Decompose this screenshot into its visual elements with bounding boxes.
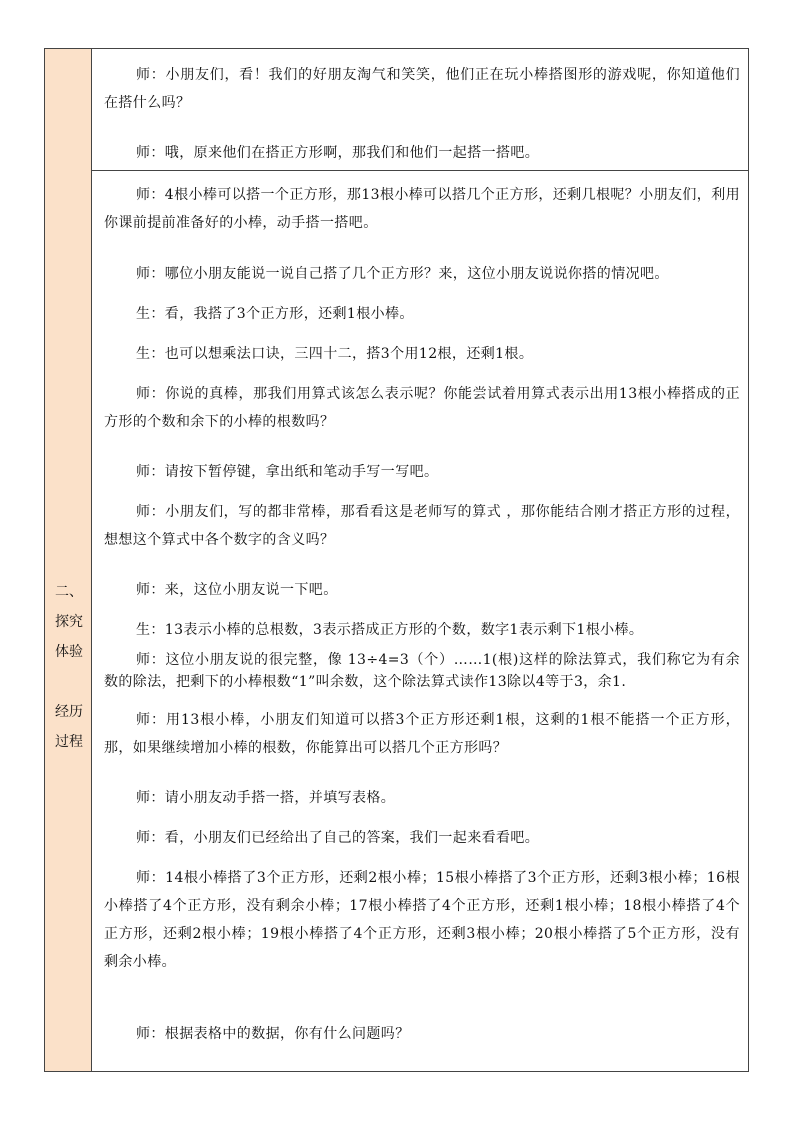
paragraph: 师：根据表格中的数据，你有什么问题吗？ bbox=[136, 1026, 410, 1042]
table-row-intro bbox=[45, 49, 748, 171]
paragraph: 师：小朋友们，看！我们的好朋友淘气和笑笑，他们正在玩小棒搭图形的游戏呢，你知道他们在搭什么吗？ bbox=[104, 67, 740, 111]
paragraph: 师：哦，原来他们在搭正方形啊，那我们和他们一起搭一搭吧。 bbox=[136, 145, 540, 161]
content-cell bbox=[92, 49, 748, 170]
section-label-cell bbox=[45, 170, 92, 1071]
table-row-explore bbox=[45, 170, 748, 1071]
paragraph: 师：小朋友们，写的都非常棒，那看看这是老师写的算式 ，那你能结合刚才搭正方形的过程，想想这个算式中各个数字的含义吗？ bbox=[104, 504, 740, 548]
section-number: 二、 bbox=[55, 584, 83, 600]
lesson-table bbox=[44, 48, 749, 1072]
paragraph: 生：13表示小棒的总根数，3表示搭成正方形的个数，数字1表示剩下1根小棒。 bbox=[136, 622, 644, 638]
paragraph: 师：你说的真棒，那我们用算式该怎么表示呢？你能尝试着用算式表示出用13根小棒搭成的正方形的个数和余下的小棒的根数吗？ bbox=[104, 386, 740, 430]
paragraph: 生：也可以想乘法口诀，三四十二，搭3个用12根，还剩1根。 bbox=[136, 346, 534, 362]
section-title-line: 经历 bbox=[55, 704, 83, 720]
section-title-line: 探究 bbox=[55, 614, 83, 630]
paragraph: 师：用13根小棒，小朋友们知道可以搭3个正方形还剩1根，这剩的1根不能搭一个正方形，那，如果继续增加小棒的根数，你能算出可以搭几个正方形吗？ bbox=[104, 712, 740, 756]
paragraph: 师：哪位小朋友能说一说自己搭了几个正方形？来，这位小朋友说说你搭的情况吧。 bbox=[136, 266, 669, 282]
paragraph: 师：来，这位小朋友说一下吧。 bbox=[136, 582, 338, 598]
paragraph: 师：4根小棒可以搭一个正方形，那13根小棒可以搭几个正方形，还剩几根呢？小朋友们，利用你课前提前准备好的小棒，动手搭一搭吧。 bbox=[104, 187, 740, 231]
paragraph: 师：请小朋友动手搭一搭，并填写表格。 bbox=[136, 790, 396, 806]
paragraph: 师：请按下暂停键，拿出纸和笔动手写一写吧。 bbox=[136, 464, 439, 480]
content-cell bbox=[92, 170, 748, 1071]
section-label-cell bbox=[45, 49, 92, 170]
paragraph: 师：看，小朋友们已经给出了自己的答案，我们一起来看看吧。 bbox=[136, 830, 540, 846]
paragraph: 师：14根小棒搭了3个正方形，还剩2根小棒；15根小棒搭了3个正方形，还剩3根小棒；16根小棒搭了4个正方形，没有剩余小棒；17根小棒搭了4个正方形，还剩1根小棒；18根小棒搭了4个正方形，还剩2根小棒；19根小棒搭了4个正方形，还剩3根小棒；20根小棒搭了5个正方形，没有剩余小棒。 bbox=[104, 870, 740, 970]
paragraph: 师：这位小朋友说的很完整，像 13÷4=3（个）……1(根)这样的除法算式，我们称它为有余数的除法，把剩下的小棒根数“1”叫余数，这个除法算式读作13除以4等于3，余1. bbox=[104, 652, 740, 690]
paragraph: 生：看，我搭了3个正方形，还剩1根小棒。 bbox=[136, 306, 414, 322]
section-title-line: 体验 bbox=[55, 644, 83, 660]
section-title-line: 过程 bbox=[55, 734, 83, 750]
